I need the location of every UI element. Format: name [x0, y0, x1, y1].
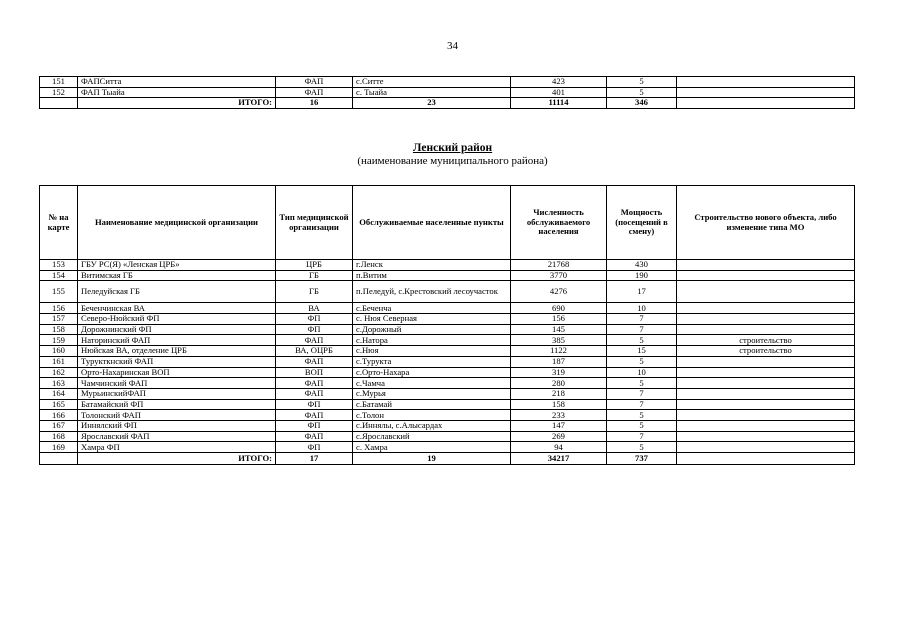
cell-capacity: 15: [607, 346, 677, 357]
cell-localities: п.Витим: [353, 270, 511, 281]
cell-organization-name: Хамра ФП: [78, 442, 276, 453]
cell-organization-type: ФАП: [276, 378, 353, 389]
cell-capacity: 5: [607, 378, 677, 389]
cell-no: 164: [40, 388, 78, 399]
table-row: [40, 314, 855, 325]
cell-organization-name: Пеледуйская ГБ: [78, 281, 276, 303]
header-row: [40, 186, 855, 260]
cell-population: 401: [511, 87, 607, 98]
total-population: 34217: [511, 453, 607, 465]
page-number: 34: [447, 40, 458, 52]
cell-no: 152: [40, 87, 78, 98]
cell-organization-type: ФАП: [276, 356, 353, 367]
cell-organization-name: Ярославский ФАП: [78, 431, 276, 442]
table-row: [40, 270, 855, 281]
cell-construction: [677, 378, 855, 389]
cell-population: 1122: [511, 346, 607, 357]
cell-capacity: 7: [607, 388, 677, 399]
cell-capacity: 10: [607, 303, 677, 314]
total-capacity: 346: [607, 98, 677, 109]
cell-capacity: 5: [607, 356, 677, 367]
header-population: Численность обслуживаемого населения: [511, 186, 607, 260]
cell-capacity: 5: [607, 335, 677, 346]
cell-no: 160: [40, 346, 78, 357]
cell-construction: [677, 420, 855, 431]
cell-population: 147: [511, 420, 607, 431]
cell-capacity: 7: [607, 399, 677, 410]
cell-no: 157: [40, 314, 78, 325]
cell-capacity: 5: [607, 77, 677, 88]
cell-organization-type: ФАП: [276, 410, 353, 421]
cell-organization-name: Иннялский ФП: [78, 420, 276, 431]
cell-no: 167: [40, 420, 78, 431]
table-row: [40, 388, 855, 399]
table-row: [40, 367, 855, 378]
total-localities-count: 23: [353, 98, 511, 109]
cell-capacity: 5: [607, 410, 677, 421]
cell-organization-type: ВОП: [276, 367, 353, 378]
total-label: ИТОГО:: [78, 453, 276, 465]
cell-construction: [677, 442, 855, 453]
cell-organization-name: Орто-Нахаринская ВОП: [78, 367, 276, 378]
cell-localities: п.Пеледуй, с.Крестовский лесоучасток: [353, 281, 511, 303]
cell-no: 162: [40, 367, 78, 378]
total-spacer: [40, 98, 78, 109]
cell-organization-name: Нюйская ВА, отделение ЦРБ: [78, 346, 276, 357]
table-row: [40, 356, 855, 367]
table-row: [40, 410, 855, 421]
table-row: [40, 87, 855, 98]
cell-no: 168: [40, 431, 78, 442]
cell-localities: с.Батамай: [353, 399, 511, 410]
cell-organization-type: ФП: [276, 442, 353, 453]
cell-no: 169: [40, 442, 78, 453]
cell-no: 166: [40, 410, 78, 421]
district-subtitle: (наименование муниципального района): [357, 155, 548, 167]
cell-organization-type: ВА: [276, 303, 353, 314]
cell-localities: с.Ситте: [353, 77, 511, 88]
cell-organization-type: ФП: [276, 420, 353, 431]
cell-construction: [677, 324, 855, 335]
cell-capacity: 17: [607, 281, 677, 303]
table-row: [40, 77, 855, 88]
cell-no: 165: [40, 399, 78, 410]
cell-localities: с.Чамча: [353, 378, 511, 389]
cell-organization-type: ФАП: [276, 335, 353, 346]
district-title: Ленский район: [412, 142, 493, 154]
cell-construction: [677, 356, 855, 367]
cell-construction: [677, 260, 855, 271]
header-no: № на карте: [40, 186, 78, 260]
cell-organization-name: Батамайский ФП: [78, 399, 276, 410]
cell-no: 158: [40, 324, 78, 335]
total-label: ИТОГО:: [78, 98, 276, 109]
header-type: Тип медицинской организации: [276, 186, 353, 260]
cell-organization-name: ФАПСитта: [78, 77, 276, 88]
cell-localities: с. Нюя Северная: [353, 314, 511, 325]
cell-organization-type: ФАП: [276, 388, 353, 399]
cell-organization-type: ФАП: [276, 77, 353, 88]
cell-construction: [677, 270, 855, 281]
cell-organization-name: МурьинскийФАП: [78, 388, 276, 399]
cell-construction: [677, 303, 855, 314]
cell-localities: с.Ярославский: [353, 431, 511, 442]
cell-construction: [677, 87, 855, 98]
cell-population: 269: [511, 431, 607, 442]
cell-localities: с.Беченча: [353, 303, 511, 314]
total-construction: [677, 453, 855, 465]
total-type-count: 17: [276, 453, 353, 465]
cell-localities: с.Иннялы, с.Алысардах: [353, 420, 511, 431]
cell-no: 161: [40, 356, 78, 367]
table-row: [40, 324, 855, 335]
cell-population: 423: [511, 77, 607, 88]
cell-organization-name: Толонский ФАП: [78, 410, 276, 421]
cell-organization-type: ФАП: [276, 87, 353, 98]
cell-population: 158: [511, 399, 607, 410]
cell-population: 145: [511, 324, 607, 335]
cell-localities: с.Толон: [353, 410, 511, 421]
cell-capacity: 430: [607, 260, 677, 271]
cell-construction: [677, 77, 855, 88]
table-row: [40, 260, 855, 271]
total-type-count: 16: [276, 98, 353, 109]
cell-organization-name: Витимская ГБ: [78, 270, 276, 281]
cell-organization-name: Наторинский ФАП: [78, 335, 276, 346]
cell-organization-type: ФП: [276, 399, 353, 410]
table-row: [40, 346, 855, 357]
cell-population: 156: [511, 314, 607, 325]
cell-capacity: 10: [607, 367, 677, 378]
cell-organization-name: Турукткнский ФАП: [78, 356, 276, 367]
table-row: [40, 378, 855, 389]
cell-capacity: 7: [607, 314, 677, 325]
cell-capacity: 5: [607, 87, 677, 98]
cell-organization-type: ЦРБ: [276, 260, 353, 271]
main-table-body: [40, 260, 855, 453]
cell-organization-type: ФП: [276, 324, 353, 335]
cell-construction: [677, 399, 855, 410]
cell-population: 4276: [511, 281, 607, 303]
cell-population: 280: [511, 378, 607, 389]
cell-no: 153: [40, 260, 78, 271]
cell-capacity: 7: [607, 324, 677, 335]
table-row: [40, 399, 855, 410]
cell-construction: [677, 410, 855, 421]
cell-construction: [677, 314, 855, 325]
cell-no: 156: [40, 303, 78, 314]
cell-construction: [677, 431, 855, 442]
cell-localities: с.Дорожный: [353, 324, 511, 335]
cell-no: 151: [40, 77, 78, 88]
cell-localities: с.Турукта: [353, 356, 511, 367]
table-row: [40, 281, 855, 303]
top-table: [39, 76, 855, 109]
cell-organization-name: Беченчинская ВА: [78, 303, 276, 314]
total-construction: [677, 98, 855, 109]
cell-no: 159: [40, 335, 78, 346]
cell-organization-type: ФАП: [276, 431, 353, 442]
total-spacer: [40, 453, 78, 465]
top-table-body: [40, 77, 855, 98]
cell-population: 21768: [511, 260, 607, 271]
header-construction: Строительство нового объекта, либо изменение типа МО: [677, 186, 855, 260]
cell-population: 218: [511, 388, 607, 399]
cell-organization-type: ГБ: [276, 270, 353, 281]
cell-population: 233: [511, 410, 607, 421]
cell-organization-type: ВА, ОЦРБ: [276, 346, 353, 357]
cell-organization-name: ГБУ РС(Я) «Ленская ЦРБ»: [78, 260, 276, 271]
table-row: [40, 303, 855, 314]
header-name: Наименование медицинской организации: [78, 186, 276, 260]
cell-organization-type: ГБ: [276, 281, 353, 303]
cell-capacity: 5: [607, 442, 677, 453]
cell-capacity: 5: [607, 420, 677, 431]
cell-no: 155: [40, 281, 78, 303]
cell-localities: с. Тыайа: [353, 87, 511, 98]
top-total-row: [40, 98, 855, 109]
cell-capacity: 7: [607, 431, 677, 442]
table-row: [40, 335, 855, 346]
cell-construction: [677, 367, 855, 378]
cell-no: 163: [40, 378, 78, 389]
cell-localities: с.Орто-Нахара: [353, 367, 511, 378]
cell-localities: г.Ленск: [353, 260, 511, 271]
cell-construction: строительство: [677, 346, 855, 357]
table-row: [40, 431, 855, 442]
header-capacity: Мощность (посещений в смену): [607, 186, 677, 260]
cell-localities: с. Хамра: [353, 442, 511, 453]
cell-capacity: 190: [607, 270, 677, 281]
cell-organization-name: Северо-Нюйский ФП: [78, 314, 276, 325]
cell-population: 187: [511, 356, 607, 367]
cell-construction: [677, 388, 855, 399]
cell-population: 385: [511, 335, 607, 346]
header-localities: Обслуживаемые населенные пункты: [353, 186, 511, 260]
total-localities-count: 19: [353, 453, 511, 465]
cell-population: 690: [511, 303, 607, 314]
cell-organization-name: ФАП Тыайа: [78, 87, 276, 98]
cell-no: 154: [40, 270, 78, 281]
cell-organization-name: Чамчинский ФАП: [78, 378, 276, 389]
main-table: [39, 185, 855, 465]
total-capacity: 737: [607, 453, 677, 465]
cell-localities: с.Натора: [353, 335, 511, 346]
main-total-row: [40, 453, 855, 465]
total-population: 11114: [511, 98, 607, 109]
table-row: [40, 420, 855, 431]
cell-population: 94: [511, 442, 607, 453]
cell-organization-type: ФП: [276, 314, 353, 325]
cell-organization-name: Дорожнинский ФП: [78, 324, 276, 335]
cell-localities: с.Мурья: [353, 388, 511, 399]
cell-construction: строительство: [677, 335, 855, 346]
cell-localities: с.Нюя: [353, 346, 511, 357]
cell-construction: [677, 281, 855, 303]
cell-population: 3770: [511, 270, 607, 281]
cell-population: 319: [511, 367, 607, 378]
table-row: [40, 442, 855, 453]
